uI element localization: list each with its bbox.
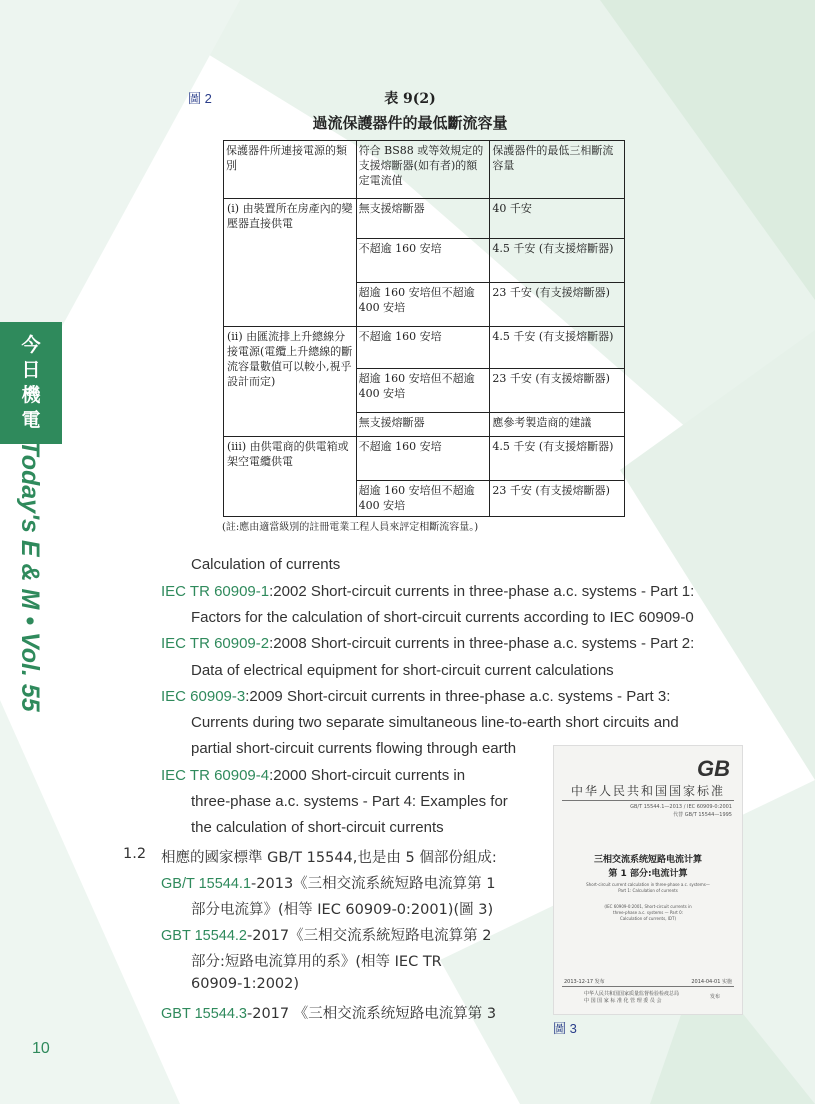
table-title: 過流保護器件的最低斷流容量: [312, 114, 508, 132]
header-cell: 符合 BS88 或等效規定的支援熔斷器(如有者)的額定電流值: [356, 141, 490, 199]
standard-text: 60909-1:2002): [191, 976, 300, 992]
reference-text: Currents during two separate simultaneous line-to-earth short circuits and: [191, 714, 679, 731]
table-cell: 無支援熔斷器: [356, 413, 490, 437]
reference-text: Data of electrical equipment for short-circuit current calculations: [191, 662, 614, 679]
header-cell: 保護器件的最低三相斷流容量: [490, 141, 625, 199]
reference-text: the calculation of short-circuit currents: [191, 819, 444, 836]
cover-publish-date: 2013-12-17 发布: [564, 979, 605, 985]
cover-replaces: 代替 GB/T 15544—1995: [673, 812, 732, 818]
gb-logo: GB: [697, 756, 730, 781]
table-note: (註:應由適當級別的註冊電業工程人員來評定相斷流容量。): [222, 522, 479, 533]
table-cell: 4.5 千安 (有支援熔斷器): [490, 437, 625, 481]
cover-issuer: 中 国 国 家 标 准 化 管 理 委 员 会: [584, 998, 662, 1004]
section-char: 日: [21, 359, 41, 381]
reference-text: :2000 Short-circuit currents in: [269, 767, 466, 784]
reference-line: [161, 688, 670, 705]
standard-code: GB/T 15544.1: [161, 876, 252, 892]
magazine-title: Today's E & M • Vol. 55: [16, 440, 44, 712]
table-cell: 無支援熔斷器: [356, 199, 490, 239]
section-number: 1.2: [123, 846, 147, 862]
standard-line: [161, 872, 496, 893]
table-cell: 23 千安 (有支援熔斷器): [490, 369, 625, 413]
figure-label: 圖 3: [553, 1021, 577, 1036]
cover-title: 三相交流系统短路电流计算: [593, 855, 702, 865]
section-char: 電: [21, 409, 41, 431]
cover-english-title: Short-circuit current calculation in three-phase a.c. systems—: [586, 882, 710, 887]
cover-idt: Calculation of currents, IDT): [619, 916, 677, 921]
standard-code: GBT 15544.2: [161, 928, 247, 944]
standard-text: -2017 《三相交流系统短路电流算第 3: [247, 1006, 497, 1022]
table-cell: 超逾 160 安培但不超逾 400 安培: [356, 369, 490, 413]
cover-idt: three-phase a.c. systems — Part 0:: [613, 910, 683, 915]
table-cell: 23 千安 (有支援熔斷器): [490, 283, 625, 327]
header-cell: 保護器件所連接電源的類別: [224, 141, 357, 199]
standard-text: 部分电流算》(相等 IEC 60909-0:2001)(圖 3): [191, 902, 494, 918]
reference-line: [161, 635, 694, 652]
reference-text: partial short-circuit currents flowing through earth: [191, 740, 517, 757]
section-char: 今: [21, 334, 41, 356]
table-cell: 4.5 千安 (有支援熔斷器): [490, 239, 625, 283]
cover-idt: (IEC 60909-0:2001, Short-circuit currents in: [604, 904, 692, 909]
standard-text: 部分:短路电流算用的系》(相等 IEC TR: [191, 954, 442, 970]
page-number: 10: [32, 1040, 50, 1057]
reference-text: Factors for the calculation of short-circuit currents according to IEC 60909-0: [191, 609, 694, 626]
reference-line: [161, 767, 465, 784]
table-cell: 應參考製造商的建議: [490, 413, 625, 437]
fault-capacity-table: [223, 140, 625, 517]
section-char: 機: [21, 384, 41, 406]
reference-text: :2002 Short-circuit currents in three-phase a.c. systems - Part 1:: [269, 583, 695, 600]
cover-header: 中华人民共和国国家标准: [570, 784, 725, 798]
reference-text: three-phase a.c. systems - Part 4: Examples for: [191, 793, 508, 810]
cover-subtitle: 第 1 部分:电流计算: [608, 869, 688, 879]
table-number: 表 9(2): [384, 91, 436, 107]
standard-text: -2013《三相交流系統短路电流算第 1: [251, 876, 496, 892]
table-cell: 超逾 160 安培但不超逾 400 安培: [356, 283, 490, 327]
table-cell: 超逾 160 安培但不超逾 400 安培: [356, 481, 490, 517]
table-cell: 4.5 千安 (有支援熔斷器): [490, 327, 625, 369]
section-text: 相應的國家標準 GB/T 15544,也是由 5 個部份組成:: [161, 850, 497, 866]
reference-line: [161, 583, 694, 600]
standard-line: [161, 924, 491, 945]
table-cell: 不超逾 160 安培: [356, 327, 490, 369]
category-cell: (iii) 由供電商的供電箱或架空電纜供電: [224, 437, 357, 517]
cover-issue: 发布: [709, 994, 720, 1000]
figure-label: 圖 2: [188, 91, 212, 106]
cover-std-number: GB/T 15544.1—2013 / IEC 60909-0:2001: [630, 804, 732, 810]
table-cell: 40 千安: [490, 199, 625, 239]
standard-code: GBT 15544.3: [161, 1006, 247, 1022]
table-cell: 不超逾 160 安培: [356, 239, 490, 283]
reference-text: :2008 Short-circuit currents in three-phase a.c. systems - Part 2:: [269, 635, 695, 652]
table-cell: 23 千安 (有支援熔斷器): [490, 481, 625, 517]
table-cell: 不超逾 160 安培: [356, 437, 490, 481]
standard-cover-image: [553, 745, 743, 1015]
standard-text: -2017《三相交流系統短路电流算第 2: [247, 928, 492, 944]
reference-code: IEC TR 60909-4: [161, 767, 270, 784]
reference-code: IEC TR 60909-2: [161, 635, 270, 652]
calc-heading: Calculation of currents: [191, 556, 341, 573]
cover-issuer: 中华人民共和国国家质量监督检验检疫总局: [584, 991, 680, 997]
cover-english-title: Part 1: Calculation of currents: [618, 888, 678, 893]
reference-code: IEC 60909-3: [161, 688, 246, 705]
reference-text: :2009 Short-circuit currents in three-phase a.c. systems - Part 3:: [245, 688, 671, 705]
cover-implement-date: 2014-04-01 实施: [691, 979, 732, 985]
category-cell: (ii) 由匯流排上升總線分接電源(電纜上升總線的斷流容量數值可以較小,視乎設計而定): [224, 327, 357, 437]
reference-code: IEC TR 60909-1: [161, 583, 270, 600]
standard-line: [161, 1002, 496, 1023]
category-cell: (i) 由裝置所在房產內的變壓器直接供電: [224, 199, 357, 327]
